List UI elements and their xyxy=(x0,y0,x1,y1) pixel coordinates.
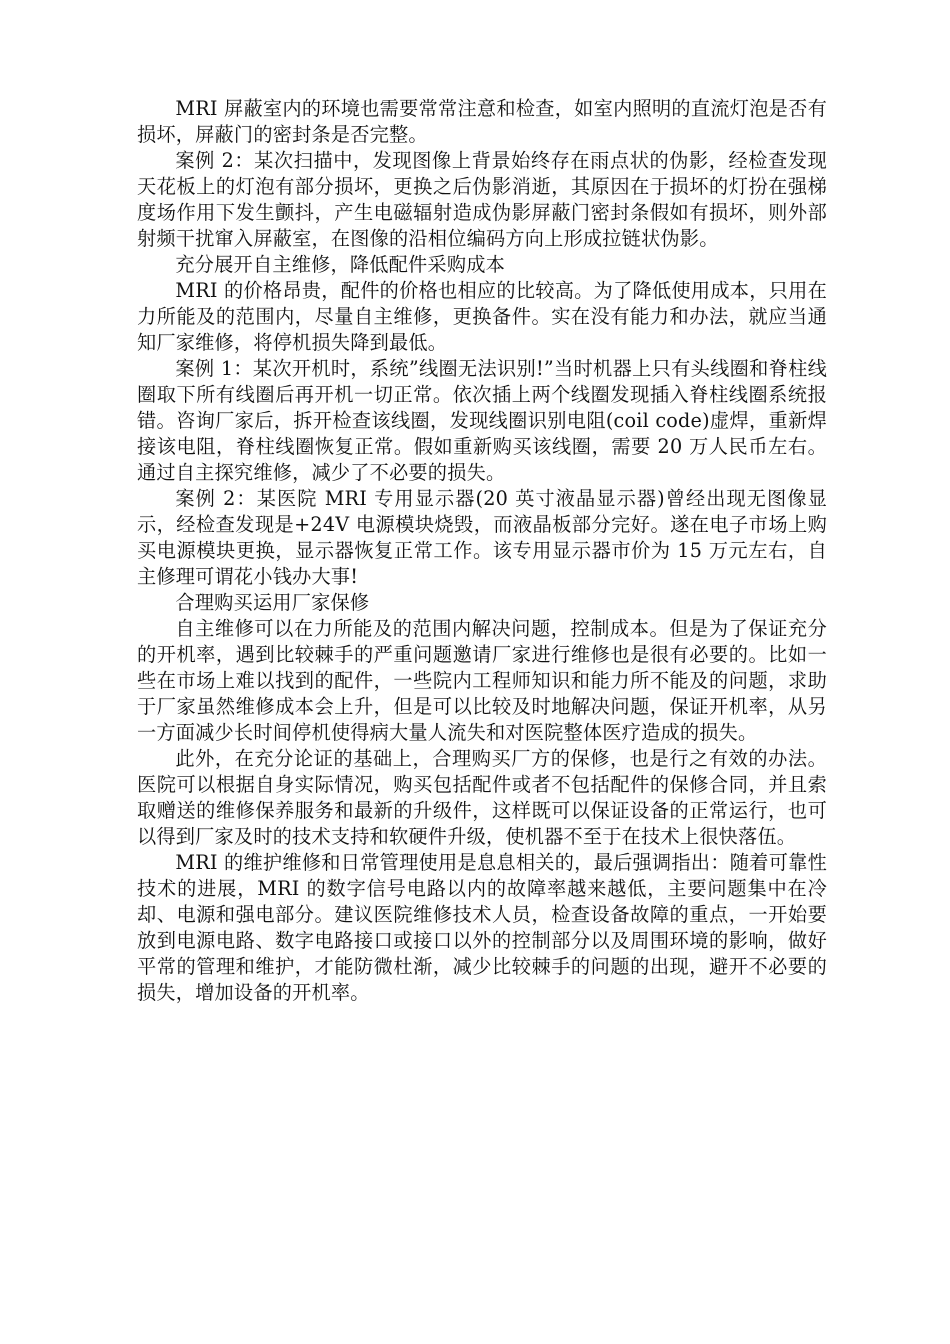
paragraph-mri-cost: MRI 的价格昂贵，配件的价格也相应的比较高。为了降低使用成本，只用在力所能及的范围内，尽量自主维修，更换备件。实在没有能力和办法，就应当通知厂家维修，将停机损失降到最低。 xyxy=(137,279,827,354)
section-heading-warranty: 合理购买运用厂家保修 xyxy=(175,591,370,614)
paragraph-case-1-coil: 案例 1：某次开机时，系统”线圈无法识别!”当时机器上只有头线圈和脊柱线圈取下所有线圈后再开机一切正常。依次插上两个线圈发现插入脊柱线圈系统报错。咨询厂家后，拆开检查该线圈，发现线圈识别电阻(coil code)虚焊，重新焊接该电阻，脊柱线圈恢复正常。假如重新购买该线圈，需要 20 万人民币左右。通过自主探究维修，减少了不必要的损失。 xyxy=(137,357,827,484)
paragraph-case-2-artifact: 案例 2：某次扫描中，发现图像上背景始终存在雨点状的伪影，经检查发现天花板上的灯泡有部分损坏，更换之后伪影消逝，其原因在于损坏的灯扮在强梯度场作用下发生颤抖，产生电磁辐射造成伪影屏蔽门密封条假如有损坏，则外部射频干扰窜入屏蔽室，在图像的沿相位编码方向上形成拉链状伪影。 xyxy=(137,149,827,250)
paragraph-case-2-monitor: 案例 2：某医院 MRI 专用显示器(20 英寸液晶显示器)曾经出现无图像显示，经检查发现是+24V 电源模块烧毁，而液晶板部分完好。遂在电子市场上购买电源模块更换，显示器恢复正常工作。该专用显示器市价为 15 万元左右，自主修理可谓花小钱办大事! xyxy=(137,487,827,588)
paragraph-conclusion: MRI 的维护维修和日常管理使用是息息相关的，最后强调指出：随着可靠性技术的进展，MRI 的数字信号电路以内的故障率越来越低，主要问题集中在冷却、电源和强电部分。建议医院维修技术人员，检查设备故障的重点，一开始要放到电源电路、数字电路接口或接口以外的控制部分以及周围环境的影响，做好平常的管理和维护，才能防微杜渐，减少比较棘手的问题的出现，避开不必要的损失，增加设备的开机率。 xyxy=(137,851,827,1004)
paragraph-shielding-room: MRI 屏蔽室内的环境也需要常常注意和检查，如室内照明的直流灯泡是否有损坏，屏蔽门的密封条是否完整。 xyxy=(137,97,827,146)
section-heading-self-maintenance: 充分展开自主维修，降低配件采购成本 xyxy=(175,253,505,276)
paragraph-vendor-repair: 自主维修可以在力所能及的范围内解决问题，控制成本。但是为了保证充分的开机率，遇到比较棘手的严重问题邀请厂家进行维修也是很有必要的。比如一些在市场上难以找到的配件，一些院内工程师知识和能力所不能及的问题，求助于厂家虽然维修成本会上升，但是可以比较及时地解决问题，保证开机率，从另一方面减少长时间停机使得病大量人流失和对医院整体医疗造成的损失。 xyxy=(137,617,827,744)
paragraph-warranty-purchase: 此外，在充分论证的基础上，合理购买厂方的保修，也是行之有效的办法。医院可以根据自身实际情况，购买包括配件或者不包括配件的保修合同，并且索取赠送的维修保养服务和最新的升级件，这样既可以保证设备的正常运行，也可以得到厂家及时的技术支持和软硬件升级，使机器不至于在技术上很快落伍。 xyxy=(137,747,827,848)
document-body xyxy=(137,96,827,1006)
